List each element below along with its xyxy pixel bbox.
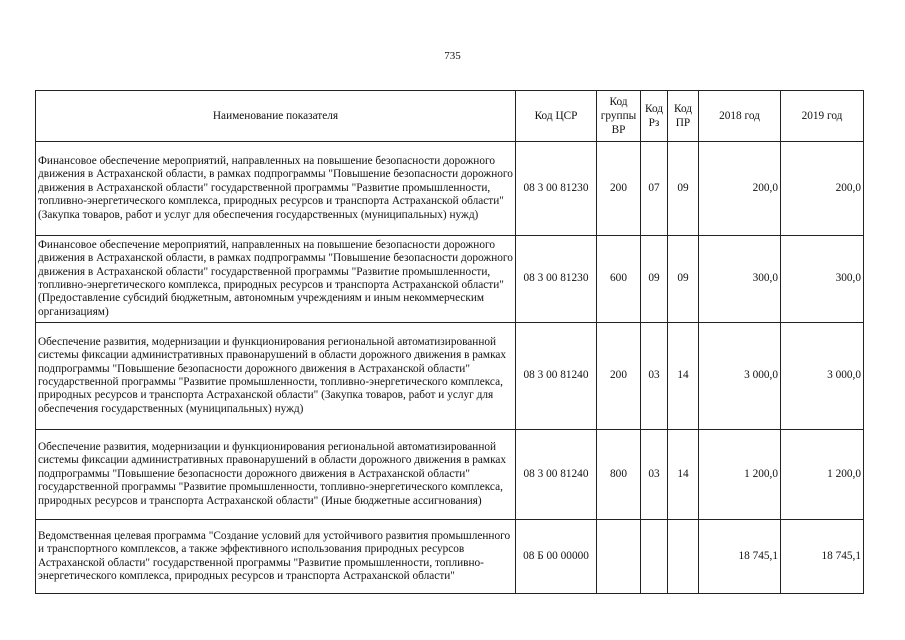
header-name: Наименование показателя: [36, 91, 516, 142]
row-value-2019: 18 745,1: [781, 520, 864, 594]
page-number: 735: [444, 50, 461, 62]
row-name: Обеспечение развития, модернизации и функционирования региональной автоматизированной системы фиксации административных правонарушений в области дорожного движения в рамках подпрограммы "Повышение безопасности дорожного движения в Астраханской области" государственной программы "Развитие промышленности, топливно-энергетического комплекса, природных ресурсов и транспорта Астраханской области" (Закупка товаров, работ и услуг для обеспечения государственных (муниципальных) нужд): [36, 323, 516, 430]
header-year-2019: 2019 год: [781, 91, 864, 142]
row-csr-code: 08 Б 00 00000: [516, 520, 597, 594]
row-value-2019: 1 200,0: [781, 430, 864, 520]
row-rz-code: 03: [641, 323, 668, 430]
table-row: [36, 236, 864, 323]
row-csr-code: 08 3 00 81240: [516, 323, 597, 430]
row-value-2018: 1 200,0: [699, 430, 781, 520]
header-year-2018: 2018 год: [699, 91, 781, 142]
row-pr-code: 14: [668, 323, 699, 430]
row-vr-code: 800: [597, 430, 641, 520]
row-name: Финансовое обеспечение мероприятий, направленных на повышение безопасности дорожного движения в Астраханской области, в рамках подпрограммы "Повышение безопасности дорожного движения в Астраханской области" государственной программы "Развитие промышленности, топливно-энергетического комплекса, природных ресурсов и транспорта Астраханской области" (Закупка товаров, работ и услуг для обеспечения государственных (муниципальных) нужд): [36, 142, 516, 236]
row-csr-code: 08 3 00 81240: [516, 430, 597, 520]
row-rz-code: [641, 520, 668, 594]
row-pr-code: 14: [668, 430, 699, 520]
row-value-2018: 200,0: [699, 142, 781, 236]
row-pr-code: 09: [668, 142, 699, 236]
row-value-2019: 200,0: [781, 142, 864, 236]
row-name: Ведомственная целевая программа "Создание условий для устойчивого развития промышленного и транспортного комплексов, а также эффективного использования природных ресурсов Астраханской области" государственной программы "Развитие промышленности, топливно-энергетического комплекса, природных ресурсов и транспорта Астраханской области": [36, 520, 516, 594]
row-name: Обеспечение развития, модернизации и функционирования региональной автоматизированной системы фиксации административных правонарушений в области дорожного движения в рамках подпрограммы "Повышение безопасности дорожного движения в Астраханской области" государственной программы "Развитие промышленности, топливно-энергетического комплекса, природных ресурсов и транспорта Астраханской области" (Иные бюджетные ассигнования): [36, 430, 516, 520]
row-name: Финансовое обеспечение мероприятий, направленных на повышение безопасности дорожного движения в Астраханской области, в рамках подпрограммы "Повышение безопасности дорожного движения в Астраханской области" государственной программы "Развитие промышленности, топливно-энергетического комплекса, природных ресурсов и транспорта Астраханской области" (Предоставление субсидий бюджетным, автономным учреждениям и иным некоммерческим организациям): [36, 236, 516, 323]
row-pr-code: 09: [668, 236, 699, 323]
row-vr-code: [597, 520, 641, 594]
row-value-2018: 18 745,1: [699, 520, 781, 594]
row-vr-code: 200: [597, 323, 641, 430]
header-vr-code: Код группы ВР: [597, 91, 641, 142]
table-row: [36, 323, 864, 430]
table-header-row: [36, 91, 864, 142]
table-row: [36, 142, 864, 236]
row-value-2018: 300,0: [699, 236, 781, 323]
row-value-2019: 300,0: [781, 236, 864, 323]
table-row: [36, 520, 864, 594]
row-rz-code: 07: [641, 142, 668, 236]
row-rz-code: 03: [641, 430, 668, 520]
row-value-2019: 3 000,0: [781, 323, 864, 430]
header-csr-code: Код ЦСР: [516, 91, 597, 142]
row-csr-code: 08 3 00 81230: [516, 236, 597, 323]
header-pr-code: Код ПР: [668, 91, 699, 142]
header-rz-code: Код Рз: [641, 91, 668, 142]
budget-table: [35, 90, 864, 594]
row-value-2018: 3 000,0: [699, 323, 781, 430]
row-csr-code: 08 3 00 81230: [516, 142, 597, 236]
row-vr-code: 200: [597, 142, 641, 236]
row-rz-code: 09: [641, 236, 668, 323]
row-vr-code: 600: [597, 236, 641, 323]
table-row: [36, 430, 864, 520]
row-pr-code: [668, 520, 699, 594]
